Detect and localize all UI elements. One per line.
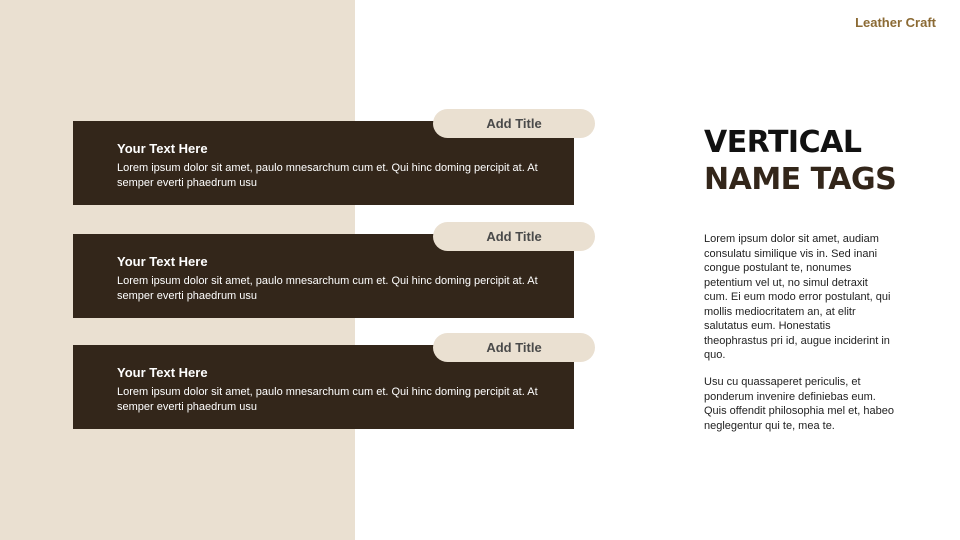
card-body-text: Lorem ipsum dolor sit amet, paulo mnesarchum cum et. Qui hinc doming percipit at. At semper everti phaedrum usu bbox=[117, 386, 538, 413]
description-paragraph-2: Usu cu quassaperet periculis, et ponderum invenire definiebas eum. Quis offendit philosophia mel et, habeo neglegentur qui te, mea te. bbox=[704, 376, 894, 432]
card-title-tab-3: Add Title bbox=[433, 333, 595, 362]
slide-title bbox=[704, 124, 896, 198]
card-heading: Your Text Here bbox=[117, 365, 208, 380]
card-title-tab-2: Add Title bbox=[433, 222, 595, 251]
card-body-text: Lorem ipsum dolor sit amet, paulo mnesarchum cum et. Qui hinc doming percipit at. At semper everti phaedrum usu bbox=[117, 275, 538, 302]
slide-title-line-1: VERTICAL bbox=[704, 125, 862, 160]
card-title-tab-1: Add Title bbox=[433, 109, 595, 138]
slide-title-line-2: NAME TAGS bbox=[704, 162, 897, 197]
brand-label: Leather Craft bbox=[855, 15, 936, 30]
card-heading: Your Text Here bbox=[117, 141, 208, 156]
description-paragraph-1: Lorem ipsum dolor sit amet, audiam consulatu similique vis in. Sed inani congue postulant te, nonumes petentium vel ut, no simul detraxit cum. Ei eum modo error postulant, qui mollis mediocritatem an, at elitr salutatus eum. Honestatis theophrastus pri id, augue inciderint in quo. bbox=[704, 233, 891, 361]
card-heading: Your Text Here bbox=[117, 254, 208, 269]
card-body-text: Lorem ipsum dolor sit amet, paulo mnesarchum cum et. Qui hinc doming percipit at. At semper everti phaedrum usu bbox=[117, 162, 538, 189]
